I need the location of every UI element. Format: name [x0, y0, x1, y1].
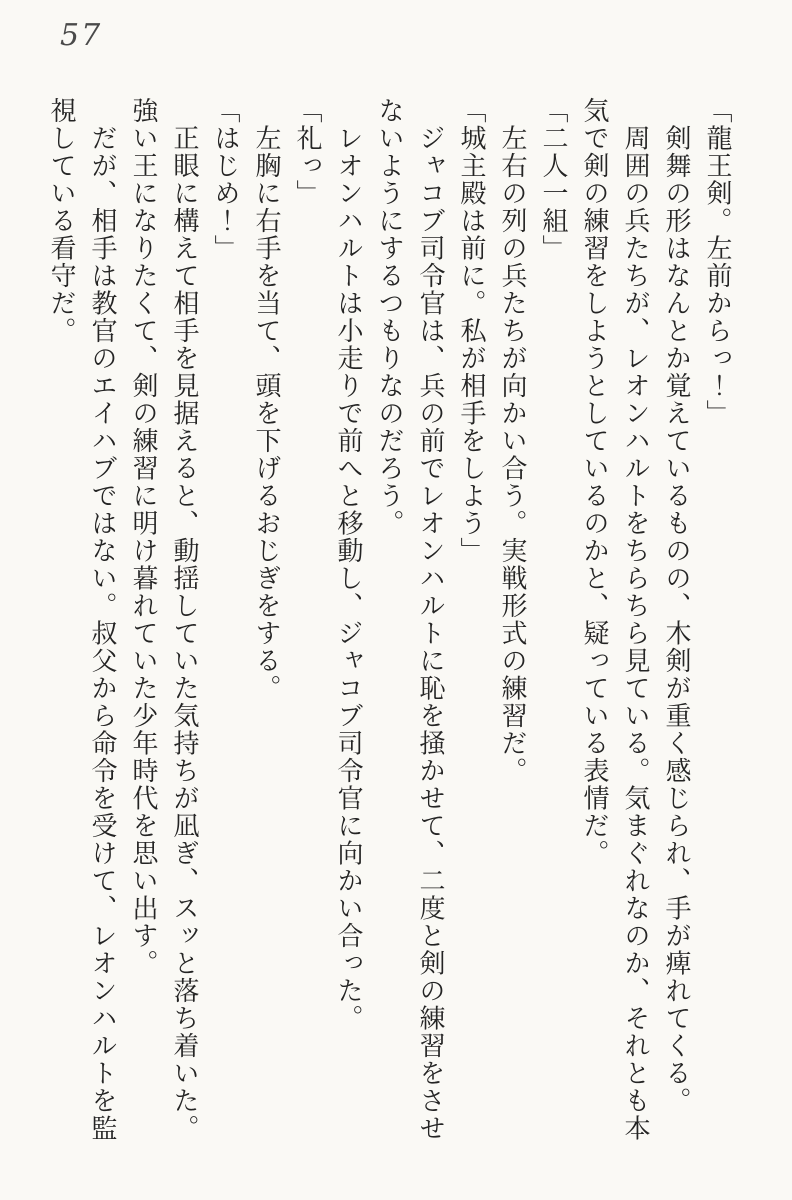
- paragraph-13: だが、相手は教官のエイハブではない。叔父から命令を受けて、レオンハルトを監視している看守だ。: [46, 97, 117, 1142]
- paragraph-12: 正眼に構えて相手を見据えると、動揺していた気持ちが凪ぎ、スッと落ち着いた。強い王になりたくて、剣の練習に明け暮れていた少年時代を思い出す。: [128, 97, 199, 1142]
- paragraph-11: 「はじめ！」: [210, 97, 240, 262]
- paragraph-7: ジャコブ司令官は、兵の前でレオンハルトに恥を掻かせて、二度と剣の練習をさせないようにするつもりなのだろう。: [374, 97, 445, 1142]
- paragraph-5: 左右の列の兵たちが向かい合う。実戦形式の練習だ。: [497, 97, 527, 785]
- paragraph-1: 「龍王剣。左前からっ！」: [702, 97, 732, 427]
- page-text-block: [40, 97, 737, 1143]
- page-number: 57: [60, 18, 103, 53]
- paragraph-8: レオンハルトは小走りで前へと移動し、ジャコブ司令官に向かい合った。: [333, 97, 363, 1032]
- paragraph-9: 「礼っ」: [292, 97, 322, 207]
- paragraph-2: 剣舞の形はなんとか覚えているものの、木剣が重く感じられ、手が痺れてくる。: [661, 97, 691, 1115]
- paragraph-10: 左胸に右手を当て、頭を下げるおじぎをする。: [251, 97, 281, 702]
- paragraph-3: 周囲の兵たちが、レオンハルトをちらちら見ている。気まぐれなのか、それとも本気で剣の練習をしようとしているのかと、疑っている表情だ。: [579, 97, 650, 1142]
- paragraph-4: 「二人一組」: [538, 97, 568, 262]
- paragraph-6: 「城主殿は前に。私が相手をしよう」: [456, 97, 486, 565]
